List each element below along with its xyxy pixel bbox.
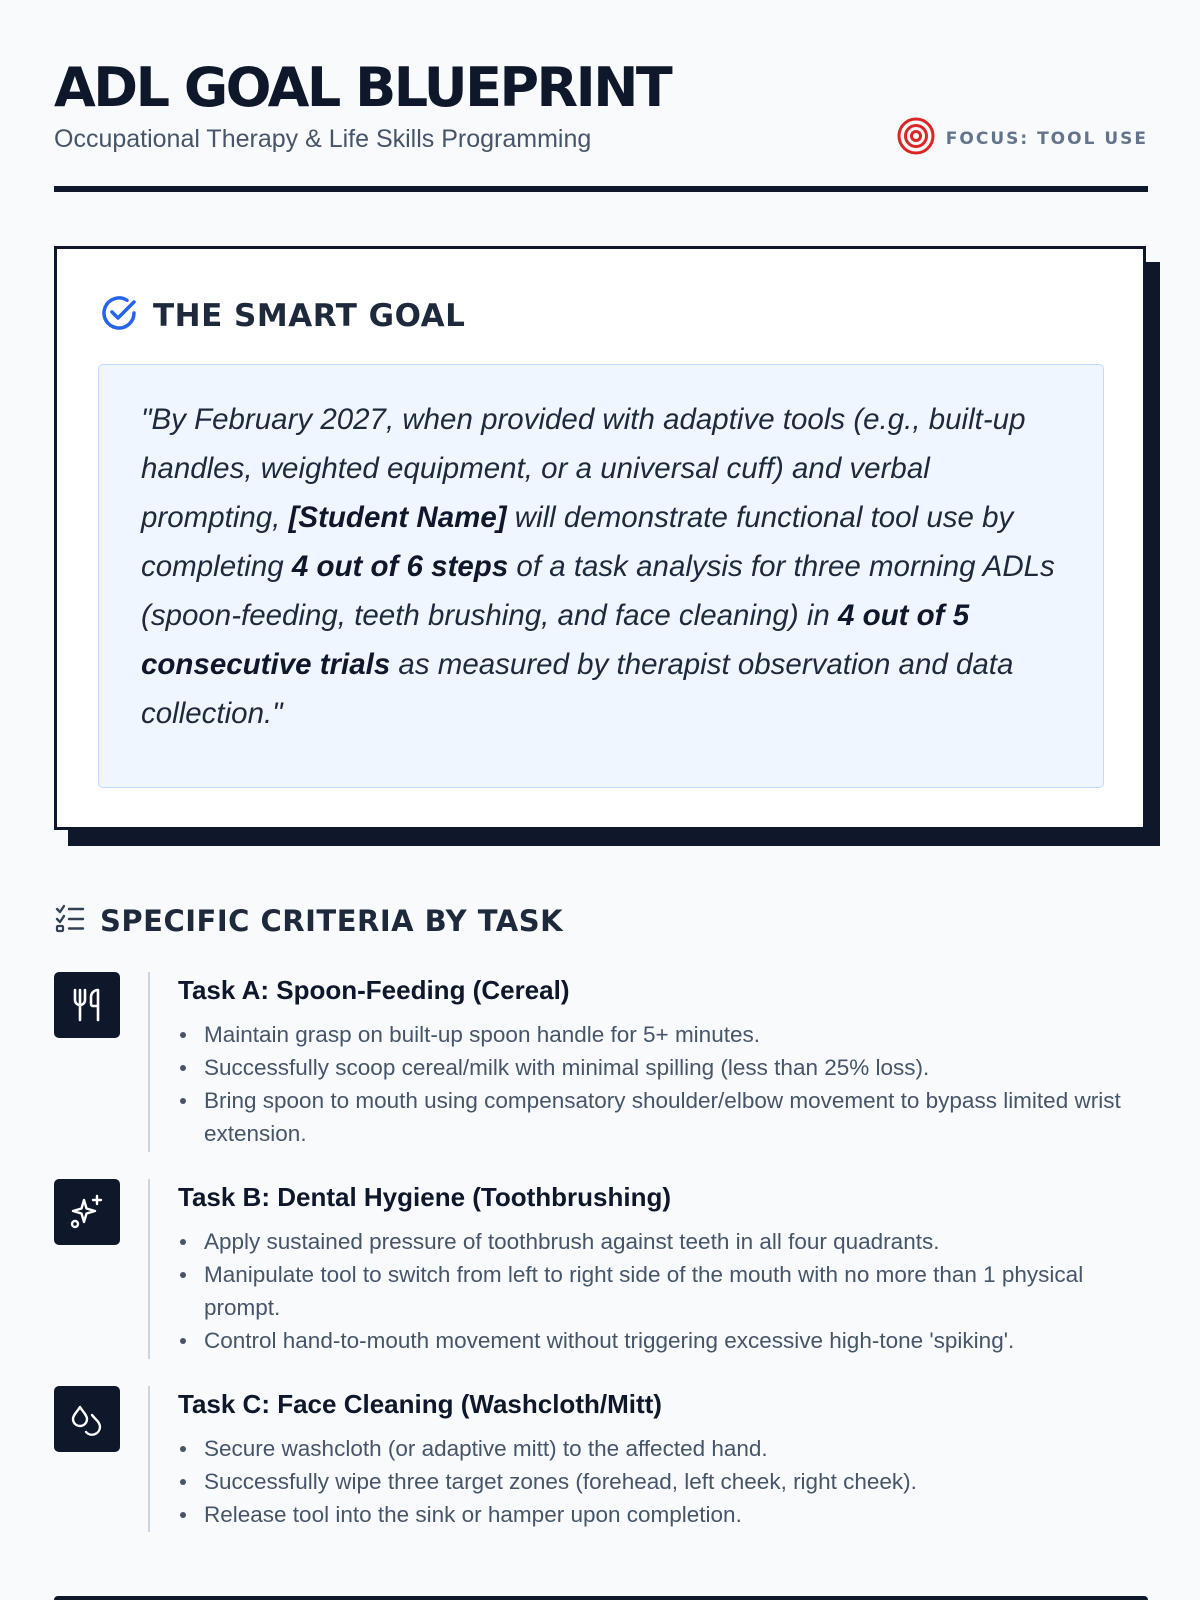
- list-item: Manipulate tool to switch from left to right side of the mouth with no more than 1 physical prompt.: [178, 1258, 1148, 1324]
- utensils-icon: [54, 972, 120, 1038]
- goal-trials-criterion: 4 out of 5 consecutive trials: [141, 599, 970, 681]
- task-body: [148, 1179, 1148, 1359]
- goal-statement: [141, 395, 1061, 738]
- checklist-icon: [54, 902, 86, 939]
- task-title: Task B: Dental Hygiene (Toothbrushing): [178, 1182, 672, 1212]
- list-item: Secure washcloth (or adaptive mitt) to the affected hand.: [178, 1432, 1148, 1465]
- goal-segment: as measured by therapist observation and data collection.": [141, 648, 1014, 730]
- smart-goal-header: [99, 293, 465, 338]
- list-item: Release tool into the sink or hamper upon completion.: [178, 1498, 1148, 1531]
- header: [54, 58, 1148, 154]
- sparkles-icon: [54, 1179, 120, 1245]
- list-item: Successfully scoop cereal/milk with minimal spilling (less than 25% loss).: [178, 1051, 1148, 1084]
- task-body: [148, 1386, 1148, 1532]
- goal-statement-box: [98, 364, 1104, 788]
- list-item: Apply sustained pressure of toothbrush against teeth in all four quadrants.: [178, 1225, 1148, 1258]
- goal-segment: "By February 2027, when provided with adaptive tools (e.g., built-up handles, weighted equipment, or a universal cuff) and verbal prompting,: [141, 403, 1026, 534]
- task-title: Task C: Face Cleaning (Washcloth/Mitt): [178, 1389, 662, 1419]
- check-circle-icon: [99, 293, 139, 338]
- smart-goal-card: [54, 246, 1146, 830]
- task-body: [148, 972, 1148, 1152]
- droplets-icon: [54, 1386, 120, 1452]
- criteria-heading: SPECIFIC CRITERIA BY TASK: [100, 903, 564, 938]
- task-criteria-list: [178, 1432, 1148, 1531]
- goal-student-name: [Student Name]: [288, 501, 507, 534]
- list-item: Maintain grasp on built-up spoon handle for 5+ minutes.: [178, 1018, 1148, 1051]
- task-criteria-list: [178, 1225, 1148, 1357]
- page-subtitle: Occupational Therapy & Life Skills Programming: [54, 125, 592, 153]
- list-item: Bring spoon to mouth using compensatory shoulder/elbow movement to bypass limited wrist extension.: [178, 1084, 1148, 1150]
- target-icon: [896, 116, 936, 161]
- goal-segment: of a task analysis for three morning ADLs (spoon-feeding, teeth brushing, and face cleaning) in: [141, 550, 1055, 632]
- list-item: Control hand-to-mouth movement without triggering excessive high-tone 'spiking'.: [178, 1324, 1148, 1357]
- focus-label: FOCUS: TOOL USE: [945, 128, 1148, 149]
- task-criteria-list: [178, 1018, 1148, 1150]
- goal-segment: will demonstrate functional tool use by completing: [141, 501, 1014, 583]
- criteria-header: [54, 902, 563, 939]
- smart-goal-heading: THE SMART GOAL: [153, 297, 466, 334]
- footer-divider: [54, 1596, 1148, 1600]
- focus-badge: [896, 116, 1148, 161]
- header-divider: [54, 186, 1148, 192]
- task-title: Task A: Spoon-Feeding (Cereal): [178, 975, 570, 1005]
- page-title: ADL GOAL BLUEPRINT: [54, 56, 671, 119]
- goal-steps-criterion: 4 out of 6 steps: [291, 550, 509, 583]
- list-item: Successfully wipe three target zones (forehead, left cheek, right cheek).: [178, 1465, 1148, 1498]
